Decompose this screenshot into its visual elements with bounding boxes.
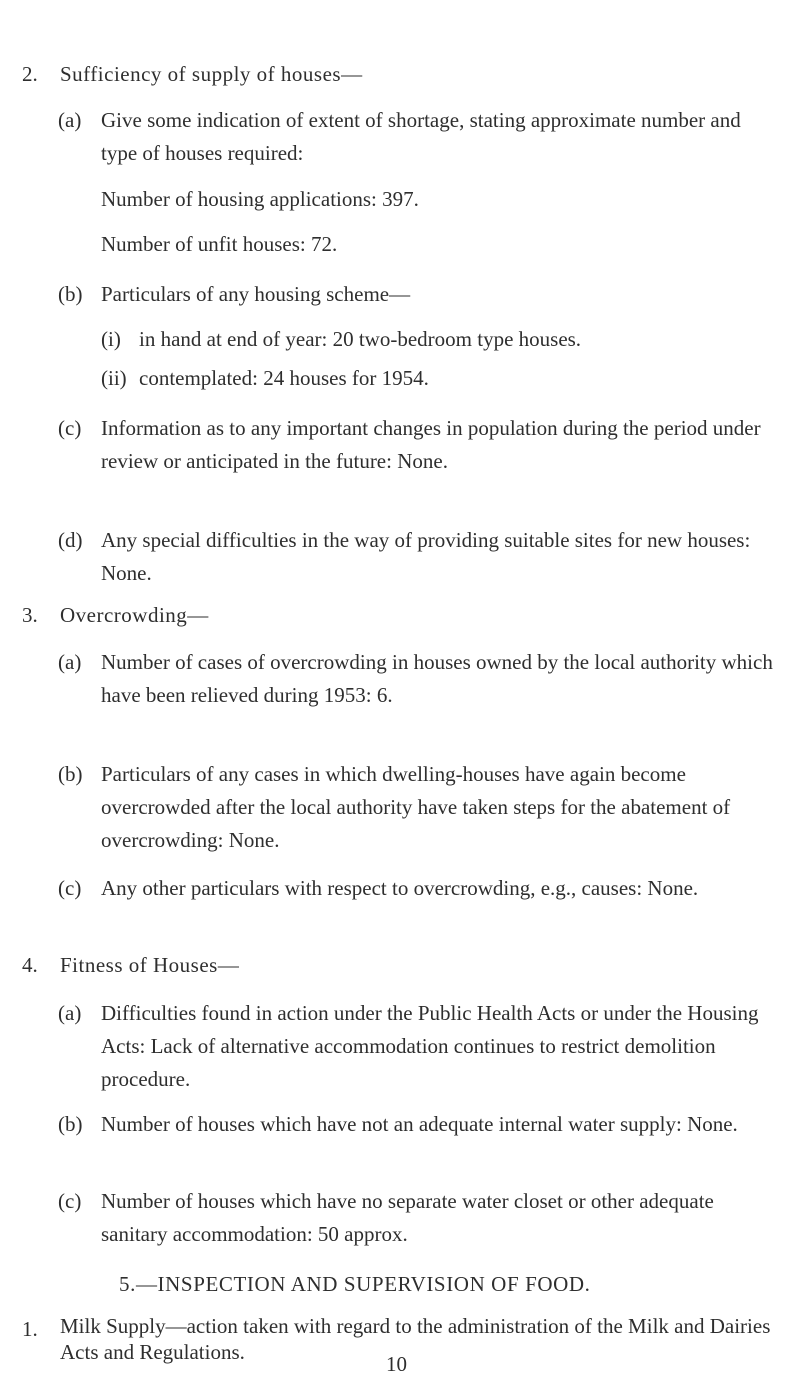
section-2b-i-text: in hand at end of year: 20 two-bedroom type houses. [139, 327, 582, 351]
section-4c-label: (c) [58, 1189, 82, 1213]
section-4b-text: Number of houses which have not an adequate internal water supply: None. [101, 1112, 738, 1136]
section-2d-label: (d) [58, 528, 83, 552]
section-2a-label: (a) [58, 108, 82, 132]
section-2-heading: Sufficiency of supply of houses— [60, 62, 363, 86]
section-2b-label: (b) [58, 282, 83, 306]
item-1-number: 1. [22, 1317, 38, 1341]
section-4a-text: Difficulties found in action under the Public Health Acts or under the Housing Acts: Lack of alternative accommodation continues to restrict demolition procedure. [101, 1001, 759, 1091]
section-2a-text: Give some indication of extent of shortage, stating approximate number and type of houses required: [101, 108, 741, 165]
unfit-houses: Number of unfit houses: 72. [101, 232, 338, 256]
section-4-heading: Fitness of Houses— [60, 953, 240, 977]
page-number: 10 [386, 1352, 407, 1376]
section-3a-text: Number of cases of overcrowding in houses owned by the local authority which have been relieved during 1953: 6. [101, 650, 773, 707]
section-3b-text: Particulars of any cases in which dwelling-houses have again become overcrowded after the local authority have taken steps for the abatement of overcrowding: None. [101, 762, 731, 852]
section-3-heading: Overcrowding— [60, 603, 209, 627]
section-4c-text: Number of houses which have no separate water closet or other adequate sanitary accommodation: 50 approx. [101, 1189, 714, 1246]
section-5-title: 5.—INSPECTION AND SUPERVISION OF FOOD. [119, 1272, 591, 1296]
section-2b-ii-label: (ii) [101, 366, 127, 390]
section-2d-text: Any special difficulties in the way of providing suitable sites for new houses: None. [101, 528, 751, 585]
section-4b-label: (b) [58, 1112, 83, 1136]
section-2b-text: Particulars of any housing scheme— [101, 282, 411, 306]
section-2-number: 2. [22, 62, 38, 86]
section-3a-label: (a) [58, 650, 82, 674]
section-3c-label: (c) [58, 876, 82, 900]
item-1-text: Milk Supply—action taken with regard to the administration of the Milk and Dairies Acts and Regulations. [60, 1314, 771, 1364]
section-2c-text: Information as to any important changes in population during the period under review or anticipated in the future: None. [101, 416, 761, 473]
section-2c-label: (c) [58, 416, 82, 440]
section-2b-ii-text: contemplated: 24 houses for 1954. [139, 366, 429, 390]
section-4a-label: (a) [58, 1001, 82, 1025]
section-3-number: 3. [22, 603, 38, 627]
housing-applications: Number of housing applications: 397. [101, 187, 419, 211]
section-4-number: 4. [22, 953, 38, 977]
section-2b-i-label: (i) [101, 327, 121, 351]
section-3c-text: Any other particulars with respect to overcrowding, e.g., causes: None. [101, 876, 699, 900]
section-3b-label: (b) [58, 762, 83, 786]
